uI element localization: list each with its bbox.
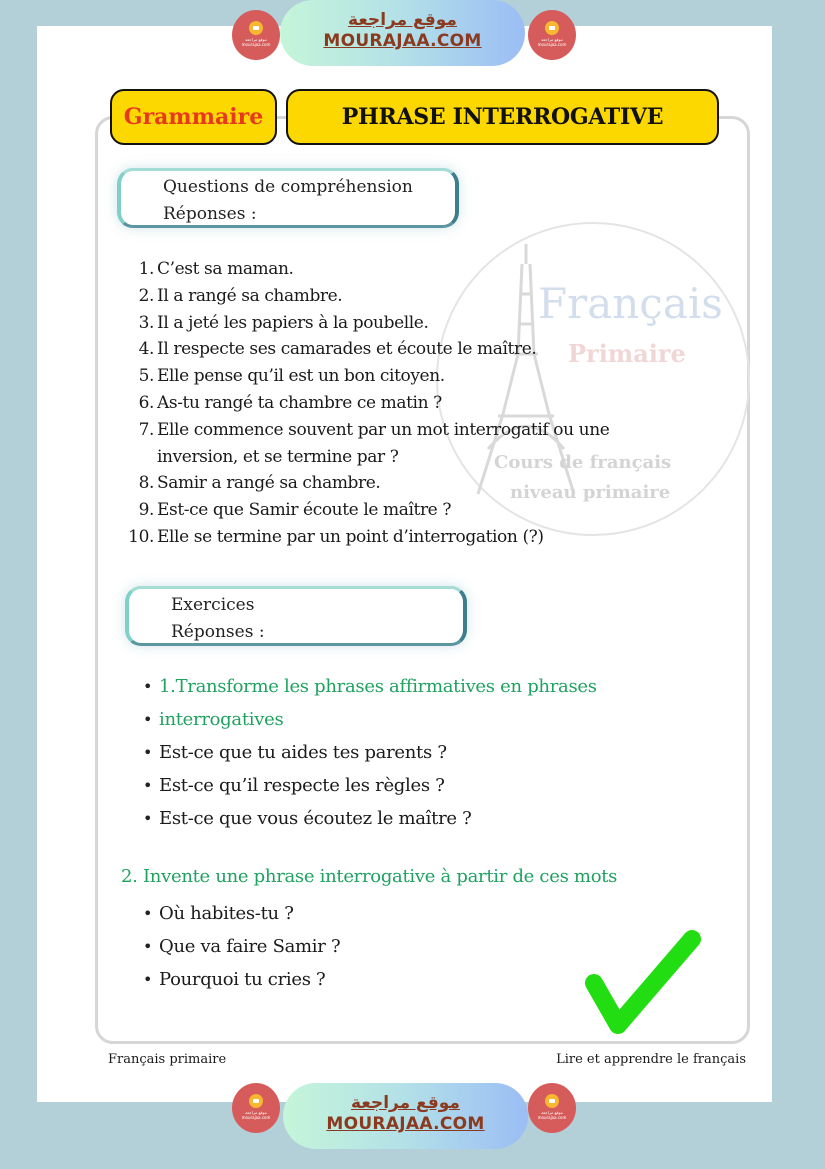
answer-item: 8. Samir a rangé sa chambre. bbox=[138, 473, 381, 494]
site-banner-top[interactable] bbox=[280, 0, 525, 66]
book-icon bbox=[545, 21, 559, 35]
footer-left-text: Français primaire bbox=[108, 1052, 227, 1067]
book-icon bbox=[249, 1094, 263, 1108]
comprehension-answers-list bbox=[128, 256, 609, 551]
banner-latin: MOURAJAA.COM bbox=[326, 1114, 485, 1134]
watermark-line1: Cours de français bbox=[494, 452, 672, 473]
exercise-2-item: • Que va faire Samir ? bbox=[143, 930, 340, 963]
exercise-1-item: • Est-ce que tu aides tes parents ? bbox=[143, 736, 597, 769]
answer-item: 9. Est-ce que Samir écoute le maître ? bbox=[138, 500, 452, 521]
section-subtitle: Réponses : bbox=[171, 622, 265, 642]
answer-item: 4. Il respecte ses camarades et écoute le maître. bbox=[138, 339, 537, 360]
answer-item: 1. C’est sa maman. bbox=[138, 259, 294, 279]
watermark-line2: niveau primaire bbox=[510, 482, 671, 503]
section-title: Questions de compréhension bbox=[163, 177, 413, 197]
exercise-1-item: • Est-ce que vous écoutez le maître ? bbox=[143, 802, 597, 835]
answer-item: 3. Il a jeté les papiers à la poubelle. bbox=[138, 312, 429, 333]
logo-badge-right-top: موقع مراجعة mourajaa.com bbox=[528, 10, 576, 60]
answer-item: 2. Il a rangé sa chambre. bbox=[138, 285, 343, 306]
exercise-1-instruction: • 1.Transforme les phrases affirmatives en phrases bbox=[143, 670, 597, 703]
exercise-1 bbox=[143, 670, 597, 835]
exercise-1-item: • Est-ce qu’il respecte les règles ? bbox=[143, 769, 597, 802]
answer-item-continuation: inversion, et se termine par ? bbox=[157, 446, 399, 467]
logo-badge-left-top: موقع مراجعة mourajaa.com bbox=[232, 10, 280, 60]
answer-item: 5. Elle pense qu’il est un bon citoyen. bbox=[138, 366, 445, 387]
watermark-primaire: Primaire bbox=[568, 339, 686, 368]
answer-item: 10. Elle se termine par un point d’interrogation (?) bbox=[128, 526, 544, 547]
answer-item: 7. Elle commence souvent par un mot interrogatif ou une bbox=[138, 419, 610, 440]
section-header-comprehension bbox=[117, 168, 459, 228]
checkmark-icon bbox=[580, 925, 710, 1040]
section-header-exercices bbox=[125, 586, 467, 646]
exercise-2-instruction: 2. Invente une phrase interrogative à partir de ces mots bbox=[121, 866, 618, 887]
watermark-francais: Français bbox=[538, 279, 723, 328]
exercise-2 bbox=[143, 897, 340, 996]
logo-badge-right-bottom: موقع مراجعة mourajaa.com bbox=[528, 1083, 576, 1133]
banner-latin: MOURAJAA.COM bbox=[323, 31, 482, 51]
answer-item: 6. As-tu rangé ta chambre ce matin ? bbox=[138, 392, 442, 413]
footer-right-text: Lire et apprendre le français bbox=[556, 1052, 746, 1067]
exercise-2-item: • Où habites-tu ? bbox=[143, 897, 340, 930]
banner-arabic: موقع مراجعة bbox=[351, 1093, 460, 1113]
exercise-1-instruction-cont: • interrogatives bbox=[143, 703, 597, 736]
book-icon bbox=[545, 1094, 559, 1108]
page-title: PHRASE INTERROGATIVE bbox=[286, 89, 719, 145]
section-title: Exercices bbox=[171, 595, 255, 615]
book-icon bbox=[249, 21, 263, 35]
banner-arabic: موقع مراجعة bbox=[348, 10, 457, 30]
exercise-2-item: • Pourquoi tu cries ? bbox=[143, 963, 340, 996]
logo-badge-left-bottom: موقع مراجعة mourajaa.com bbox=[232, 1083, 280, 1133]
section-subtitle: Réponses : bbox=[163, 204, 257, 224]
site-banner-bottom[interactable] bbox=[283, 1083, 528, 1149]
category-pill: Grammaire bbox=[110, 89, 277, 145]
